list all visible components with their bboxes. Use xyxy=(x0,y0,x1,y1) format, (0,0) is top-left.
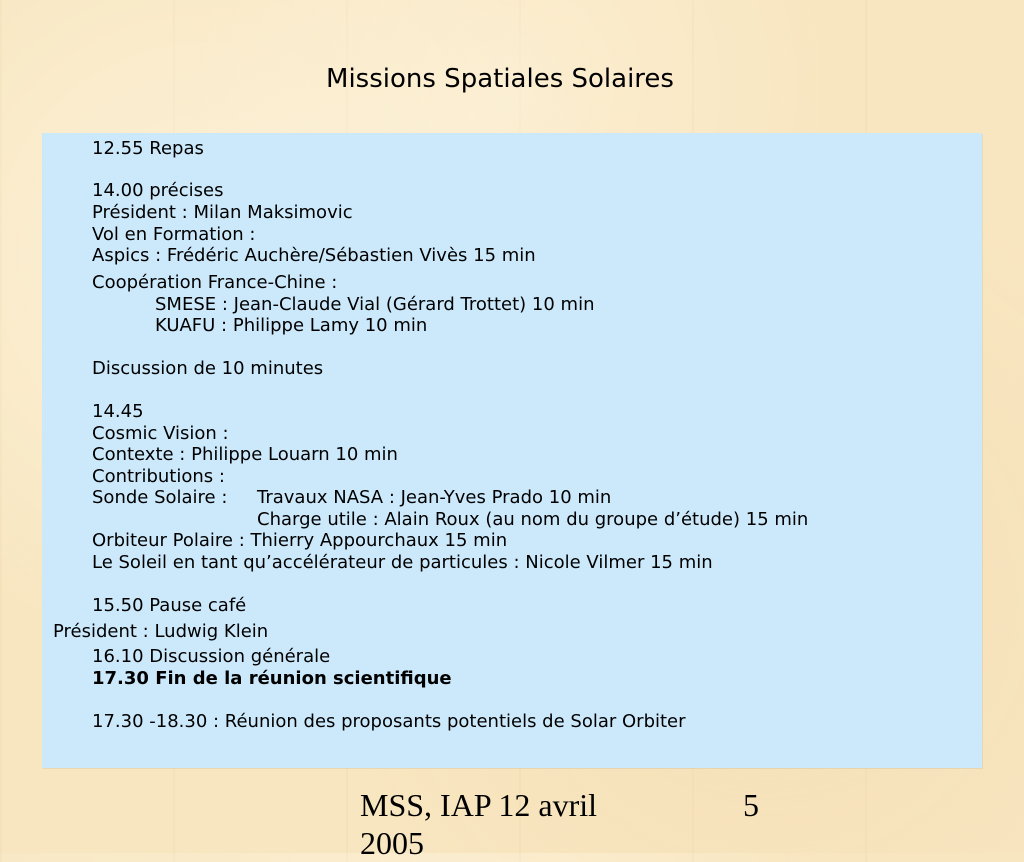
agenda-line: Coopération France-Chine : xyxy=(92,272,338,293)
agenda-line: Discussion de 10 minutes xyxy=(92,358,324,379)
footer-date-line1: MSS, IAP 12 avril xyxy=(360,787,598,823)
agenda-line: KUAFU : Philippe Lamy 10 min xyxy=(155,315,428,336)
agenda-line: Président : Milan Maksimovic xyxy=(92,202,353,223)
agenda-line: Contexte : Philippe Louarn 10 min xyxy=(92,444,398,465)
page-number: 5 xyxy=(743,787,759,823)
footer-date-line2: 2005 xyxy=(360,825,424,861)
agenda-line: Travaux NASA : Jean-Yves Prado 10 min xyxy=(257,487,612,508)
agenda-line: Vol en Formation : xyxy=(92,224,256,245)
agenda-line: 14.00 précises xyxy=(92,180,224,201)
agenda-line: 16.10 Discussion générale xyxy=(92,646,331,667)
agenda-line: Président : Ludwig Klein xyxy=(53,621,269,642)
agenda-line: Cosmic Vision : xyxy=(92,423,229,444)
agenda-line: 12.55 Repas xyxy=(92,138,204,159)
agenda-line: Orbiteur Polaire : Thierry Appourchaux 15 min xyxy=(92,530,508,551)
agenda-line: 17.30 -18.30 : Réunion des proposants potentiels de Solar Orbiter xyxy=(92,711,686,732)
agenda-line: SMESE : Jean-Claude Vial (Gérard Trottet) 10 min xyxy=(155,294,595,315)
agenda-line: Contributions : xyxy=(92,466,225,487)
agenda-line: 14.45 xyxy=(92,401,144,422)
agenda-line: Le Soleil en tant qu’accélérateur de particules : Nicole Vilmer 15 min xyxy=(92,552,713,573)
agenda-line-highlight: 17.30 Fin de la réunion scientifique xyxy=(92,668,452,689)
agenda-line: Charge utile : Alain Roux (au nom du groupe d’étude) 15 min xyxy=(257,509,809,530)
agenda-box xyxy=(42,133,982,768)
agenda-line: Sonde Solaire : xyxy=(92,487,228,508)
slide-title: Missions Spatiales Solaires xyxy=(326,64,674,94)
agenda-line: Aspics : Frédéric Auchère/Sébastien Vivès 15 min xyxy=(92,245,536,266)
agenda-line: 15.50 Pause café xyxy=(92,595,247,616)
